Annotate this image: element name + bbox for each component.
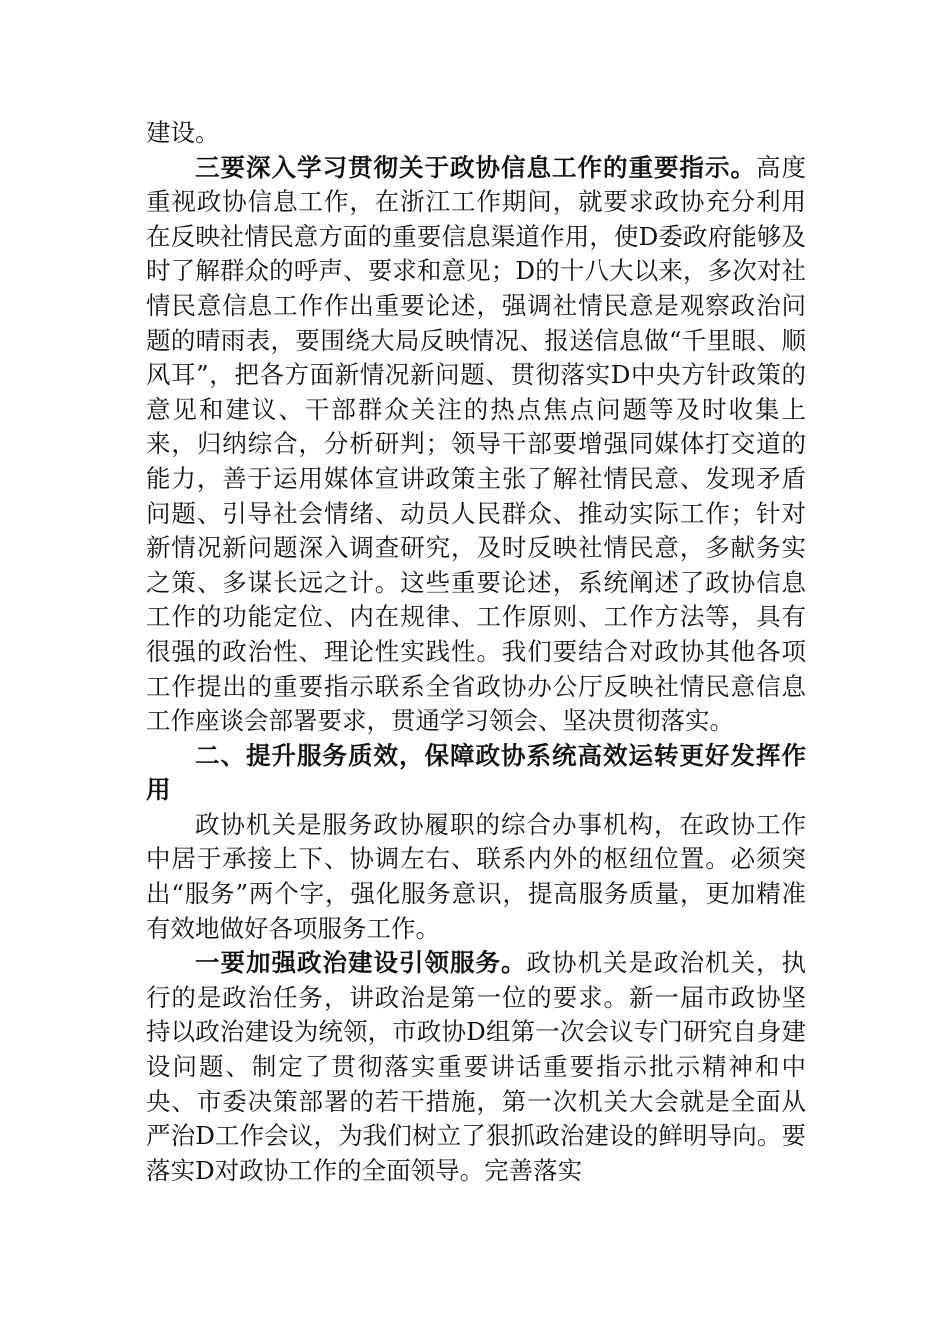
section-heading-2: 二、提升服务质效，保障政协系统高效运转更好发挥作用 — [146, 740, 806, 805]
paragraph-text: 政协机关是服务政协履职的综合办事机构，在政协工作中居于承接上下、协调左右、联系内外的枢纽位置。必须突出“服务”两个字，强化服务意识，提高服务质量，更加精准有效地做好各项服务工作。 — [146, 809, 806, 943]
paragraph-info-work — [146, 151, 806, 739]
paragraph-text: 政协机关是政治机关，执行的是政治任务，讲政治是第一位的要求。新一届市政协坚持以政治建设为统领，市政协D组第一次会议专门研究自身建设问题、制定了贯彻落实重要讲话重要指示批示精神和中央、市委决策部署的若干措施，第一次机关大会就是全面从严治D工作会议，为我们树立了狠抓政治建设的鲜明导向。要落实D对政协工作的全面领导。完善落实 — [146, 948, 806, 1185]
paragraph-lead: 三要深入学习贯彻关于政协信息工作的重要指示。 — [195, 152, 756, 182]
document-page — [146, 116, 806, 1188]
paragraph-lead: 一要加强政治建设引领服务。 — [195, 948, 527, 978]
paragraph-service-intro — [146, 808, 806, 946]
paragraph-political-building — [146, 946, 806, 1188]
paragraph-text: 高度重视政协信息工作，在浙江工作期间，就要求政协充分利用在反映社情民意方面的重要信息渠道作用，使D委政府能够及时了解群众的呼声、要求和意见；D的十八大以来，多次对社情民意信息工作作出重要论述，强调社情民意是观察政治问题的晴雨表，要围绕大局反映情况、报送信息做“千里眼、顺风耳”，把各方面新情况新问题、贯彻落实D中央方针政策的意见和建议、干部群众关注的热点焦点问题等及时收集上来，归纳综合，分析研判；领导干部要增强同媒体打交道的能力，善于运用媒体宣讲政策主张了解社情民意、发现矛盾问题、引导社会情绪、动员人民群众、推动实际工作；针对新情况新问题深入调查研究，及时反映社情民意，多献务实之策、多谋长远之计。这些重要论述，系统阐述了政协信息工作的功能定位、内在规律、工作原则、工作方法等，具有很强的政治性、理论性实践性。我们要结合对政协其他各项工作提出的重要指示联系全省政协办公厅反映社情民意信息工作座谈会部署要求，贯通学习领会、坚决贯彻落实。 — [146, 152, 806, 736]
paragraph-text: 建设。 — [146, 118, 220, 147]
paragraph-continuation — [146, 116, 806, 151]
